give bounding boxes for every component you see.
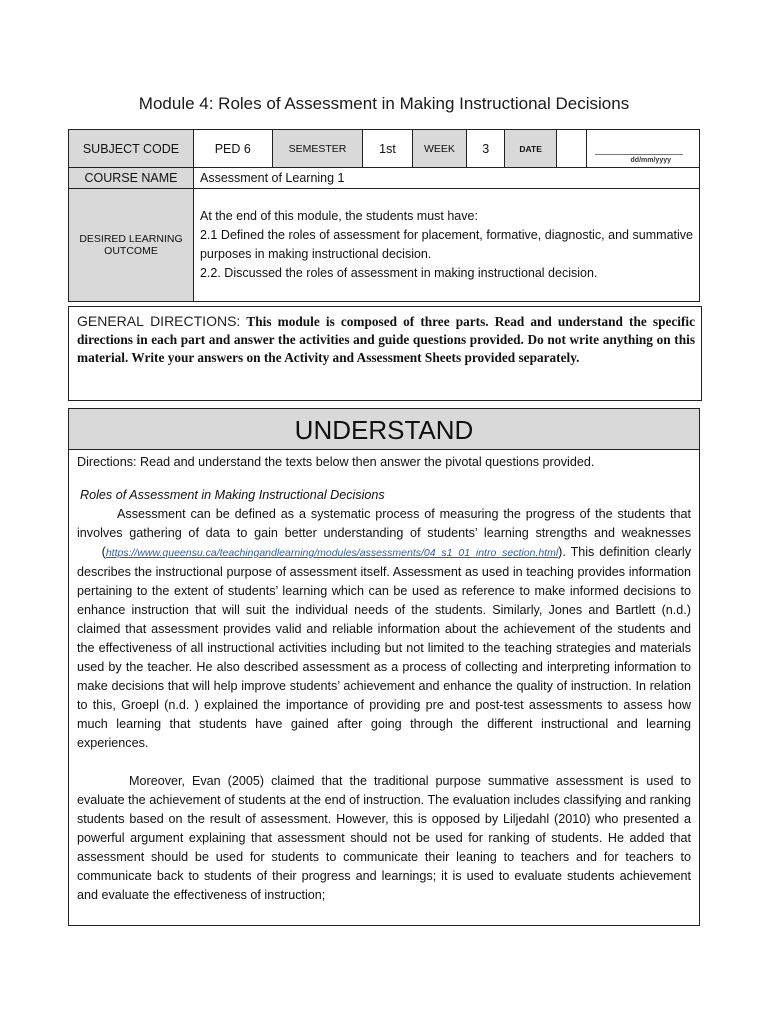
paragraph-text: Assessment can be defined as a systematic process of measuring the progress of the students that involves gathering of data to gain better understanding of students’ learning strengths and weaknesses bbox=[77, 507, 691, 540]
section-title: Roles of Assessment in Making Instructional Decisions bbox=[80, 488, 385, 502]
body-paragraph: Assessment can be defined as a systematic process of measuring the progress of the students that involves gathering of data to gain better understanding of students’ learning strengths and weaknesses (https://www.queensu.ca/teachingandlearning/modules/assessments/04_s1_01_intro_section.html). This definition clearly describes the instructional purpose of assessment itself. Assessment as used in teaching provides information pertaining to the extent of students’ learning which can be used as reference to make informed decisions to enhance instruction that will suit the individual needs of the students. Similarly, Jones and Bartlett (n.d.) claimed that assessment provides valid and reliable information about the achievement of the students and the effectiveness of all instructional activities including but not limited to the teaching strategies and materials used by the teacher. He also described assessment as a process of collecting and interpreting information to make decisions that will help improve students’ achievement and enhance the quality of instruction. In relation to this, Groepl (n.d. ) explained the importance of providing pre and post-test assessments to assess how much learning that students have gained after going through the different instructional and learning experiences. bbox=[77, 507, 691, 750]
understand-section bbox=[68, 408, 700, 926]
paragraph-text: This definition clearly describes the instructional purpose of assessment itself. Assessment as used in teaching provides information pertaining to the extent of students’ learning which can be used as reference to make informed decisions to enhance instruction that will suit the individual needs of the students. Similarly, Jones and Bartlett (n.d.) claimed that assessment provides valid and reliable information about the achievement of the students and the effectiveness of all instructional activities including but not limited to the teaching strategies and materials used by the teacher. He also described assessment as a process of collecting and interpreting information to make decisions that will help improve students’ achievement and enhance the quality of instruction. In relation to this, Groepl (n.d. ) explained the importance of providing pre and post-test assessments to assess how much learning that students have gained after going through the different instructional and learning experiences. bbox=[77, 545, 691, 750]
outcome-intro: At the end of this module, the students must have: bbox=[199, 209, 478, 223]
general-directions-text: This module is composed of three parts. Read and understand the specific directions in each part and answer the activities and guide questions provided. Do not write anything on this material. Write your answers on the Activity and Assessment Sheets provided separately. bbox=[77, 314, 695, 365]
understand-content bbox=[69, 450, 699, 905]
outcome-item: 2.2. Discussed the roles of assessment in making instructional decision. bbox=[199, 266, 598, 280]
subject-code-label: SUBJECT CODE bbox=[69, 130, 194, 168]
week-label: WEEK bbox=[412, 130, 466, 168]
semester-label: SEMESTER bbox=[272, 130, 363, 168]
date-value-cell bbox=[587, 130, 700, 168]
semester-value: 1st bbox=[363, 130, 412, 168]
course-name-label: COURSE NAME bbox=[69, 168, 194, 189]
understand-directions: Directions: Read and understand the texts below then answer the pivotal questions provided. bbox=[77, 455, 595, 469]
general-directions-box bbox=[68, 306, 702, 401]
date-blank-cell bbox=[556, 130, 586, 168]
module-info-table bbox=[68, 129, 700, 302]
learning-outcome-content bbox=[193, 189, 699, 302]
week-value: 3 bbox=[467, 130, 505, 168]
date-label: DATE bbox=[505, 130, 556, 168]
course-name-value: Assessment of Learning 1 bbox=[193, 168, 699, 189]
date-underline bbox=[595, 154, 683, 155]
body-paragraph: Moreover, Evan (2005) claimed that the traditional purpose summative assessment is used to evaluate the achievement of students at the end of instruction. The evaluation includes classifying and ranking students based on the result of assessment. However, this is opposed by Liljedahl (2010) who presented a powerful argument explaining that assessment should not be used for ranking of students. He added that assessment should be used for students to communicate their leaning to teachers and for teachers to communicate back to students of their progress and learnings; it is used to evaluate students achievement and evaluate the effectiveness of instruction; bbox=[77, 774, 691, 902]
page-title: Module 4: Roles of Assessment in Making Instructional Decisions bbox=[138, 94, 630, 113]
outcome-item: 2.1 Defined the roles of assessment for placement, formative, diagnostic, and summative purposes in making instructional decision. bbox=[199, 228, 693, 261]
date-format-hint: dd/mm/yyyy bbox=[630, 157, 671, 164]
general-directions-label: GENERAL DIRECTIONS: bbox=[77, 313, 241, 329]
subject-code-value: PED 6 bbox=[193, 130, 272, 168]
understand-heading: UNDERSTAND bbox=[69, 409, 699, 450]
reference-link[interactable]: https://www.queensu.ca/teachingandlearning/modules/assessments/04_s1_01_intro_section.html bbox=[105, 547, 559, 559]
learning-outcome-label: DESIRED LEARNING OUTCOME bbox=[69, 189, 194, 302]
